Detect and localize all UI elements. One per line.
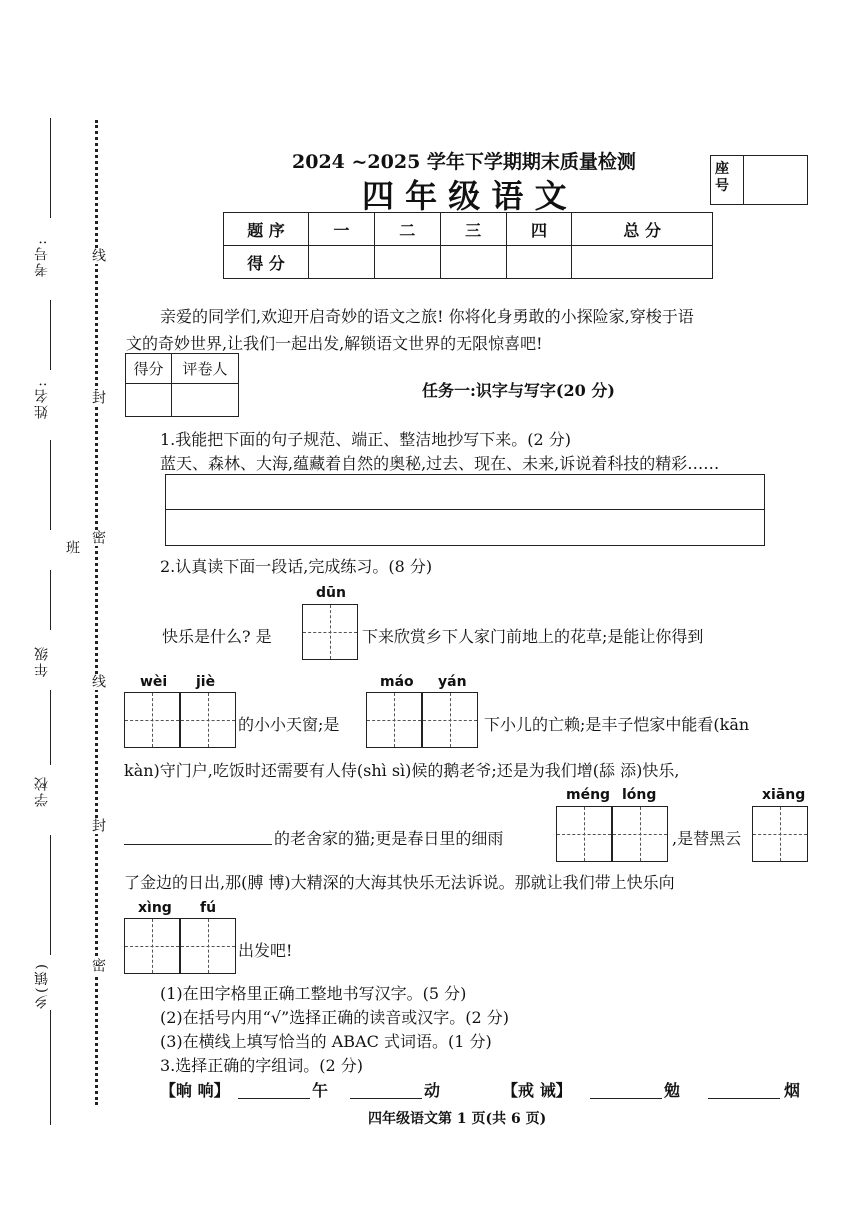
q2-line3: kàn)守门户,吃饭时还需要有人侍(shì sì)候的鹅老爷;还是为我们增(舔 添)快乐, bbox=[124, 761, 680, 780]
pinyin-long: lóng bbox=[622, 787, 657, 803]
pinyin-meng: méng bbox=[566, 787, 611, 803]
q3-group1: 【晌 响】 bbox=[160, 1081, 230, 1100]
score-table-header-total: 总 分 bbox=[572, 213, 713, 246]
pinyin-fu: fú bbox=[200, 900, 217, 916]
q3-blank-1[interactable] bbox=[238, 1098, 310, 1099]
subject-title: 四 年 级 语 文 bbox=[362, 177, 567, 215]
page-footer: 四年级语文第 1 页(共 6 页) bbox=[368, 1111, 547, 1127]
score-table-header-4: 四 bbox=[506, 213, 572, 246]
pinyin-mao: máo bbox=[380, 674, 414, 690]
score-cell-3[interactable] bbox=[440, 246, 506, 279]
pinyin-jie: jiè bbox=[196, 674, 216, 690]
pinyin-yan: yán bbox=[438, 674, 467, 690]
score-table-header-1: 一 bbox=[309, 213, 375, 246]
q1-writing-box[interactable] bbox=[165, 474, 765, 546]
intro-line-1: 亲爱的同学们,欢迎开启奇妙的语文之旅! 你将化身勇敢的小探险家,穿梭于语 bbox=[160, 307, 694, 326]
binding-line-ban bbox=[50, 440, 51, 530]
q3-blank-2[interactable] bbox=[350, 1098, 422, 1099]
tian-box-meng[interactable] bbox=[556, 806, 612, 862]
label-kaohao: 考号: bbox=[34, 238, 50, 277]
intro-line-2: 文的奇妙世界,让我们一起出发,解锁语文世界的无限惊喜吧! bbox=[126, 334, 543, 353]
seat-label: 座号 bbox=[715, 161, 729, 194]
q2-prompt: 2.认真读下面一段话,完成练习。(8 分) bbox=[160, 557, 433, 576]
label-nianji: 年级 bbox=[34, 645, 50, 677]
label-xuexiao: 学校 bbox=[34, 775, 50, 807]
tian-box-mao[interactable] bbox=[366, 692, 422, 748]
grader-box bbox=[125, 353, 239, 417]
seal-mark-mi-2: 密 bbox=[90, 958, 106, 974]
q3-group2: 【戒 诫】 bbox=[502, 1081, 572, 1100]
q2-line4-a: 的老舍家的猫;更是春日里的细雨 bbox=[274, 829, 504, 848]
q3-word2: 动 bbox=[424, 1081, 441, 1100]
q3-prompt: 3.选择正确的字组词。(2 分) bbox=[160, 1056, 364, 1075]
grader-score-label: 得分 bbox=[126, 354, 172, 384]
q2-line2-a: 的小小天窗;是 bbox=[238, 715, 340, 734]
label-ban: 班 bbox=[64, 540, 80, 556]
score-cell-2[interactable] bbox=[374, 246, 440, 279]
seal-mark-feng-2: 封 bbox=[90, 818, 106, 834]
label-xingming: 姓名: bbox=[34, 380, 50, 419]
score-cell-4[interactable] bbox=[506, 246, 572, 279]
seal-mark-xian-2: 线 bbox=[90, 674, 106, 690]
q2-sub3: (3)在横线上填写恰当的 ABAC 式词语。(1 分) bbox=[160, 1032, 492, 1051]
tian-box-xiang[interactable] bbox=[752, 806, 808, 862]
grader-name-cell[interactable] bbox=[172, 384, 239, 417]
q1-writing-box-divider bbox=[166, 509, 764, 510]
q3-word3: 勉 bbox=[664, 1081, 681, 1100]
seal-mark-xian-1: 线 bbox=[90, 248, 106, 264]
seal-mark-feng-1: 封 bbox=[90, 390, 106, 406]
q3-word1: 午 bbox=[312, 1081, 329, 1100]
pinyin-dun: dūn bbox=[316, 585, 346, 601]
seat-number-box[interactable] bbox=[710, 155, 808, 205]
score-table-header-3: 三 bbox=[440, 213, 506, 246]
score-cell-total[interactable] bbox=[572, 246, 713, 279]
seat-divider bbox=[743, 156, 744, 204]
score-table-row-label: 得 分 bbox=[224, 246, 309, 279]
task1-title: 任务一:识字与写字(20 分) bbox=[422, 381, 615, 400]
binding-line-bottom bbox=[50, 1010, 51, 1125]
q2-line1-a: 快乐是什么? 是 bbox=[162, 627, 272, 646]
exam-title: 2024 ~2025 学年下学期期末质量检测 bbox=[292, 151, 636, 173]
binding-line-kaohao bbox=[50, 118, 51, 218]
binding-line-xingming bbox=[50, 300, 51, 370]
q3-blank-3[interactable] bbox=[590, 1098, 662, 1099]
q2-line2-b: 下小儿的亡赖;是丰子恺家中能看(kān bbox=[484, 715, 750, 734]
tian-box-xing[interactable] bbox=[124, 918, 180, 974]
tian-box-fu[interactable] bbox=[180, 918, 236, 974]
q2-sub1: (1)在田字格里正确工整地书写汉字。(5 分) bbox=[160, 984, 467, 1003]
tian-box-jie[interactable] bbox=[180, 692, 236, 748]
q2-line1-b: 下来欣赏乡下人家门前地上的花草;是能让你得到 bbox=[362, 627, 704, 646]
abac-answer-line[interactable] bbox=[124, 844, 272, 845]
tian-box-dun[interactable] bbox=[302, 604, 358, 660]
score-cell-1[interactable] bbox=[309, 246, 375, 279]
grader-score-cell[interactable] bbox=[126, 384, 172, 417]
q3-blank-4[interactable] bbox=[708, 1098, 780, 1099]
score-table bbox=[223, 212, 713, 279]
tian-box-yan[interactable] bbox=[422, 692, 478, 748]
binding-line-xiangzhen bbox=[50, 835, 51, 955]
tian-box-long[interactable] bbox=[612, 806, 668, 862]
pinyin-wei: wèi bbox=[140, 674, 168, 690]
binding-line-nianji bbox=[50, 570, 51, 630]
score-table-header-2: 二 bbox=[374, 213, 440, 246]
q3-word4: 烟 bbox=[784, 1081, 801, 1100]
q2-line5: 了金边的日出,那(膊 博)大精深的大海其快乐无法诉说。那就让我们带上快乐向 bbox=[124, 873, 675, 892]
q1-prompt: 1.我能把下面的句子规范、端正、整洁地抄写下来。(2 分) bbox=[160, 430, 572, 449]
binding-line-xuexiao bbox=[50, 690, 51, 765]
q2-sub2: (2)在括号内用“√”选择正确的读音或汉字。(2 分) bbox=[160, 1008, 509, 1027]
pinyin-xiang: xiāng bbox=[762, 787, 806, 803]
q1-sentence: 蓝天、森林、大海,蕴藏着自然的奥秘,过去、现在、未来,诉说着科技的精彩…… bbox=[160, 454, 720, 473]
seal-mark-mi-1: 密 bbox=[90, 530, 106, 546]
q2-line4-b: ,是替黑云 bbox=[672, 829, 742, 848]
pinyin-xing: xìng bbox=[138, 900, 172, 916]
score-table-header-tixu: 题 序 bbox=[224, 213, 309, 246]
label-xiangzhen: 乡(镇) bbox=[34, 962, 50, 1009]
grader-name-label: 评卷人 bbox=[172, 354, 239, 384]
tian-box-wei[interactable] bbox=[124, 692, 180, 748]
q2-line6: 出发吧! bbox=[238, 941, 293, 960]
